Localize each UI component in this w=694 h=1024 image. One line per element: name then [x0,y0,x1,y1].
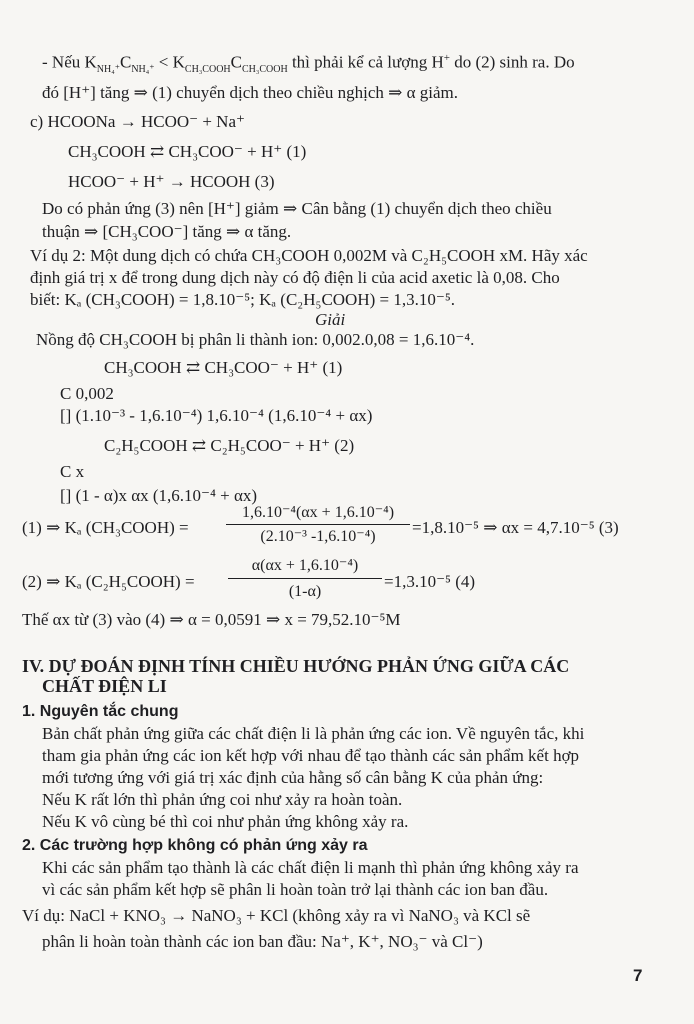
equation-2-result: =1,3.10⁻⁵ (4) [384,572,476,591]
solution-heading: Giải [315,310,346,329]
fraction-numerator: 1,6.10⁻⁴(αx + 1,6.10⁻⁴) [241,504,395,521]
subsection-heading: 2. Các trường hợp không có phản ứng xảy ra [22,837,368,854]
fraction-bar [226,524,410,525]
text-line: thuận ⇒ [CH₃COO⁻] tăng ⇒ α tăng. [42,222,292,241]
example-heading-line: Ví dụ 2: Một dung dịch có chứa CH₃COOH 0,002M và C₂H₅COOH xM. Hãy xác [30,246,588,265]
equation-1: (1) ⇒ Kₐ (CH₃COOH) = [22,518,189,537]
text-line: Nếu K rất lớn thì phản ứng coi như xảy ra hoàn toàn. [42,790,403,809]
equation-1-result: =1,8.10⁻⁵ ⇒ αx = 4,7.10⁻⁵ (3) [412,518,619,537]
text-line: biết: Kₐ (CH₃COOH) = 1,8.10⁻⁵; Kₐ (C₂H₅COOH) = 1,3.10⁻⁵. [30,290,456,309]
section-heading: IV. DỰ ĐOÁN ĐỊNH TÍNH CHIỀU HƯỚNG PHẢN ỨNG GIỮA CÁC [22,656,570,676]
text-line: Thế αx từ (3) vào (4) ⇒ α = 0,0591 ⇒ x = 79,52.10⁻⁵M [22,610,401,629]
text-line: Nồng độ CH₃COOH bị phân li thành ion: 0,002.0,08 = 1,6.10⁻⁴. [36,330,475,349]
equation-line: C₂H₅COOH ⇄ C₂H₅COO⁻ + H⁺ (2) [104,436,355,455]
text-line: phân li hoàn toàn thành các ion ban đầu: Na⁺, K⁺, NO₃⁻ và Cl⁻) [42,932,483,951]
text-line: Do có phản ứng (3) nên [H⁺] giảm ⇒ Cân bằng (1) chuyển dịch theo chiều [42,199,552,218]
subsection-heading: 1. Nguyên tắc chung [22,703,179,720]
text-line: - Nếu $K_{NH_4^+}C_{NH_4^+} < K_{CH_3COOH}C_{CH_3COOH}$ thì phải kể cả lượng H+ do (2) sinh ra. Do [42,52,575,76]
equation-2: (2) ⇒ Kₐ (C₂H₅COOH) = [22,572,195,591]
text-line: tham gia phản ứng các ion kết hợp với nhau để tạo thành các sản phẩm kết hợp [42,746,580,765]
text-line: định giá trị x để trong dung dịch này có độ điện li của acid axetic là 0,08. Cho [30,268,560,287]
concentration-row: C 0,002 [60,384,114,403]
text-line: vì các sản phẩm kết hợp sẽ phân li hoàn toàn trở lại thành các ion ban đầu. [42,880,549,899]
fraction-numerator: α(αx + 1,6.10⁻⁴) [251,557,359,574]
section-heading: CHẤT ĐIỆN LI [42,676,167,696]
equation-line: c) HCOONa → HCOO⁻ + Na⁺ [30,112,245,131]
text-line: mới tương ứng với giá trị xác định của hằng số cân bằng K của phản ứng: [42,768,544,787]
equation-line: CH₃COOH ⇄ CH₃COO⁻ + H⁺ (1) [104,358,343,377]
concentration-row: [] (1 - α)x αx (1,6.10⁻⁴ + αx) [60,486,258,505]
concentration-row: [] (1.10⁻³ - 1,6.10⁻⁴) 1,6.10⁻⁴ (1,6.10⁻⁴ + αx) [60,406,373,425]
text-line: Khi các sản phẩm tạo thành là các chất điện li mạnh thì phản ứng không xảy ra [42,858,579,877]
fraction-denominator: (2.10⁻³ -1,6.10⁻⁴) [260,528,376,545]
text-line: Nếu K vô cùng bé thì coi như phản ứng không xảy ra. [42,812,409,831]
fraction-bar [228,578,382,579]
fraction-denominator: (1-α) [288,583,322,600]
equation-line: HCOO⁻ + H⁺ → HCOOH (3) [68,172,275,191]
text-line: Bản chất phản ứng giữa các chất điện li là phản ứng các ion. Về nguyên tắc, khi [42,724,585,743]
equation-line: CH₃COOH ⇄ CH₃COO⁻ + H⁺ (1) [68,142,307,161]
text-line: đó [H⁺] tăng ⇒ (1) chuyển dịch theo chiều nghịch ⇒ α giảm. [42,83,459,102]
page-number: 7 [633,966,643,985]
concentration-row: C x [60,462,85,481]
example-line: Ví dụ: NaCl + KNO₃ → NaNO₃ + KCl (không xảy ra vì NaNO₃ và KCl sẽ [22,906,531,925]
